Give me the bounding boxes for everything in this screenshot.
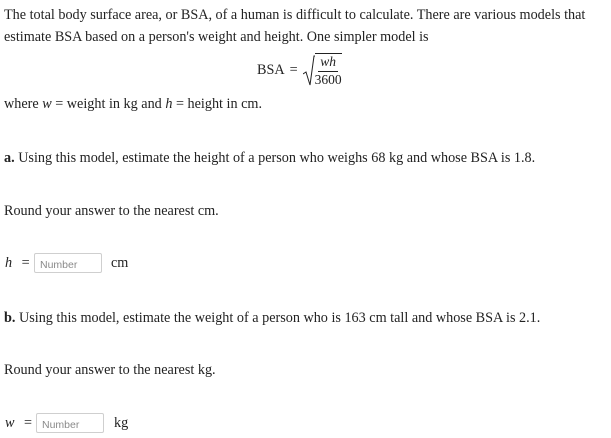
part-b-question [4,310,540,327]
where-text: where [4,96,39,112]
part-a-unit: cm [111,255,129,271]
part-a-equals: = [21,255,30,271]
w-description: weight in kg and [66,96,162,112]
w-variable: w [42,96,52,112]
part-b-variable: w [5,415,15,431]
part-a-variable: h [5,255,13,271]
formula-lhs: BSA [257,61,285,78]
formula-equals: = [289,61,298,78]
part-b-round-instruction: Round your answer to the nearest kg. [4,362,216,378]
part-b-equals: = [24,415,33,431]
formula-fraction [315,53,342,86]
h-variable: h [165,96,173,112]
part-a-answer-var [5,255,30,272]
intro-line-2: estimate BSA based on a person's weight and height. One simpler model is [4,29,429,45]
variable-definitions: where w = weight in kg and h = height in cm. [4,96,262,112]
intro-line-1: The total body surface area, or BSA, of a human is difficult to calculate. There are various models that [4,7,586,23]
height-answer-input[interactable] [34,253,102,273]
part-b-unit: kg [114,415,129,431]
part-a-text: Using this model, estimate the height of a person who weighs 68 kg and whose BSA is 1.8. [18,150,536,166]
formula-denominator: 3600 [314,71,342,87]
part-a-label: a. [4,150,15,166]
square-root-icon [303,54,315,86]
part-b-text: Using this model, estimate the weight of a person who is 163 cm tall and whose BSA is 2.1. [18,310,541,326]
bsa-formula [257,53,342,87]
part-a-round-instruction: Round your answer to the nearest cm. [4,203,219,219]
weight-answer-input[interactable] [36,413,104,433]
part-b-label: b. [4,310,16,326]
part-b-answer-var [5,415,32,432]
part-a-question [4,150,535,167]
h-description: height in cm. [187,96,262,112]
formula-numerator: wh [318,55,338,71]
